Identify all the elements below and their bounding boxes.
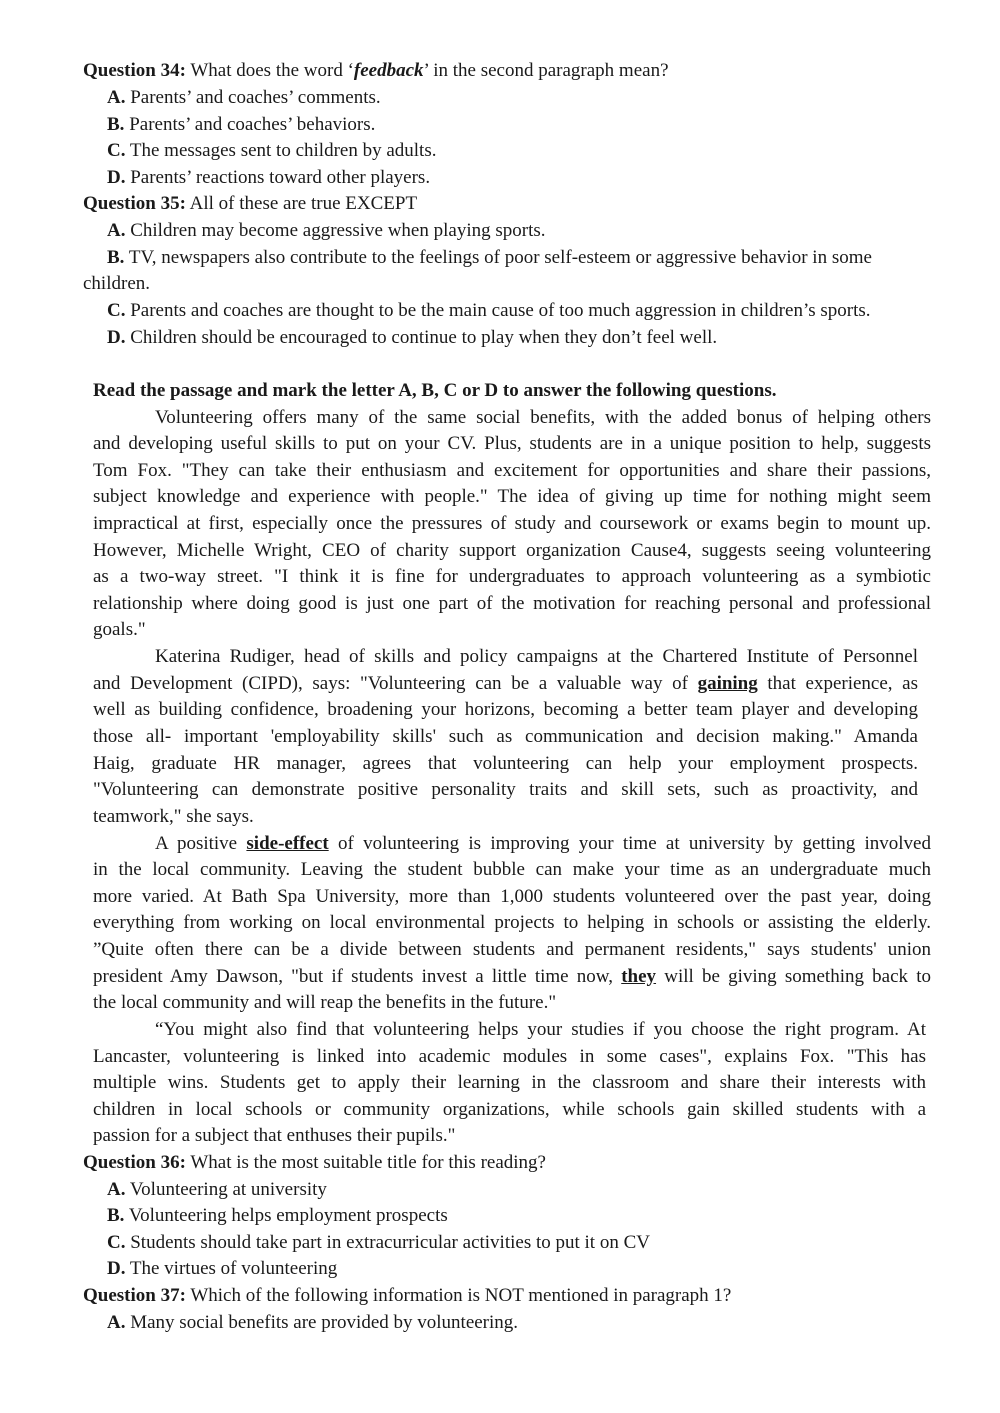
keyword-gaining: gaining [697, 673, 758, 694]
option-c: C. The messages sent to children by adults. [107, 140, 437, 161]
option-a: A. Children may become aggressive when playing sports. [107, 220, 546, 241]
option-b: B. TV, newspapers also contribute to the feelings of poor self-esteem or aggressive behavior in some [107, 247, 872, 268]
option-b: B. Volunteering helps employment prospects [107, 1205, 448, 1226]
question-number: Question 34: [83, 60, 186, 81]
question-35-stem: Question 35: All of these are true EXCEPT [83, 193, 418, 214]
question-34-stem: Question 34: What does the word ‘feedback’ in the second paragraph mean? [83, 60, 669, 81]
option-c: C. Students should take part in extracurricular activities to put it on CV [107, 1232, 650, 1253]
question-37-stem: Question 37: Which of the following information is NOT mentioned in paragraph 1? [83, 1285, 732, 1306]
option-d: D. The virtues of volunteering [107, 1258, 338, 1279]
option-b: B. Parents’ and coaches’ behaviors. [107, 114, 376, 135]
question-number: Question 37: [83, 1285, 186, 1306]
option-d: D. Children should be encouraged to continue to play when they don’t feel well. [107, 327, 718, 348]
option-a: A. Volunteering at university [107, 1179, 327, 1200]
question-number: Question 35: [83, 193, 186, 214]
worksheet-page: Question 34: What does the word ‘feedback’ in the second paragraph mean? A. Parents’ and coaches’ comments. B. Parents’ and coaches’ behaviors. C. The messages sent to children by adults. D. Parents’ reactions toward other players. Question 35: All of these are true EXCEPT A. Children may become aggressive when playing sports. B. TV, newspapers also contribute to the feelings of poor self-esteem or aggressive behavior in some children. C. Parents and coaches are thought to be the main cause of too much aggression in children’s sports. D. Children should be encouraged to continue to play when they don’t feel well. Read the passage and mark the letter A, B, C or D to answer the following questions. Volunteering offers many of the same social benefits, with the added bonus of helping others and developing useful skills to put on your CV. Plus, students are in a unique position to help, suggests Tom Fox. "They can take their enthusiasm and excitement for opportunities and share their passions, subject knowledge and experience with people." The idea of giving up time for nothing might seem impractical at first, especially once the pressures of study and coursework or exams begin to mount up. However, Michelle Wright, CEO of charity support organization Cause4, suggests seeing volunteering as a two-way street. "I think it is fine for undergraduates to approach volunteering as a symbiotic relationship where doing good is just one part of the motivation for reaching personal and professional goals." Katerina Rudiger, head of skills and policy campaigns at the Chartered Institute of Personnel and Development (CIPD), says: "Volunteering can be a valuable way of gaining that experience, as well as building confidence, broadening your horizons, becoming a better team player and developing those all- important 'employability skills' such as communication and decision making." Amanda Haig, graduate HR manager, agrees that volunteering can help your employment prospects. "Volunteering can demonstrate positive personality traits and skill sets, such as proactivity, and teamwork," she says. A positive side-effect of volunteering is improving your time at university by getting involved in the local community. Leaving the student bubble can make your time as an undergraduate much more varied. At Bath Spa University, more than 1,000 students volunteered over the past year, doing everything from working on local environmental projects to helping in schools or assisting the elderly. ”Quite often there can be a divide between students and permanent residents," says students' union president Amy Dawson, "but if students invest a little time now, they will be giving something back to the local community and will reap the benefits in the future." “You might also find that volunteering helps your studies if you choose the right program. At Lancaster, volunteering is linked into academic modules in some cases", explains Fox. "This has multiple wins. Students get to apply their learning in the classroom and share their interests with children in local schools or community organizations, while schools gain skilled students with a passion for a subject that enthuses their pupils." Question 36: What is the most suitable title for this reading? A. Volunteering at university B. Volunteering helps employment prospects C. Students should take part in extracurricular activities to put it on CV D. The virtues of volunteering Question 37: Which of the following information is NOT mentioned in paragraph 1? A. Many social benefits are provided by volunteering. [0, 0, 1000, 1413]
option-a: A. Many social benefits are provided by volunteering. [107, 1312, 519, 1333]
question-number: Question 36: [83, 1152, 186, 1173]
option-a: A. Parents’ and coaches’ comments. [107, 87, 381, 108]
keyword: feedback [353, 60, 424, 81]
option-d: D. Parents’ reactions toward other players. [107, 167, 431, 188]
option-b-continuation: children. [83, 273, 151, 294]
keyword-side-effect: side-effect [246, 833, 329, 854]
question-36-stem: Question 36: What is the most suitable title for this reading? [83, 1152, 546, 1173]
instruction-heading: Read the passage and mark the letter A, B, C or D to answer the following questions. [93, 380, 777, 401]
keyword-they: they [621, 966, 657, 987]
option-c: C. Parents and coaches are thought to be the main cause of too much aggression in children’s sports. [107, 300, 871, 321]
